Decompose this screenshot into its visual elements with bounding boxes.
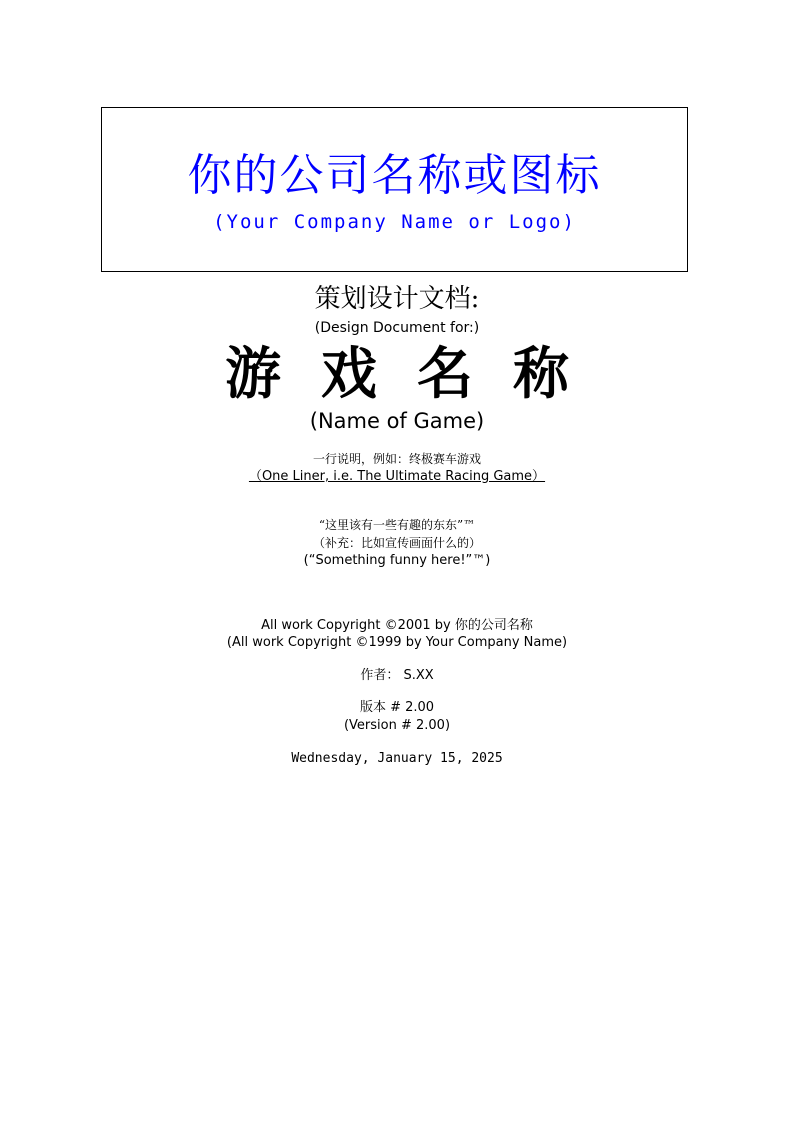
author-line: 作者： S.XX bbox=[360, 668, 434, 683]
game-name-en: (Name of Game) bbox=[309, 409, 485, 433]
game-name-cn: 游戏名称 bbox=[225, 341, 609, 407]
funny-line-cn: “这里该有一些有趣的东东”™ bbox=[318, 518, 476, 532]
document-date: Wednesday, January 15, 2025 bbox=[291, 751, 503, 766]
one-liner-cn: 一行说明，例如：终极赛车游戏 bbox=[312, 452, 481, 466]
design-document-title-cn: 策划设计文档: bbox=[314, 284, 480, 314]
one-liner-en-text: （One Liner, i.e. The Ultimate Racing Game） bbox=[248, 469, 546, 484]
version-line-en: (Version # 2.00) bbox=[343, 718, 451, 733]
copyright-line-cn: All work Copyright ©2001 by 你的公司名称 bbox=[261, 618, 533, 633]
design-document-title-en: (Design Document for:) bbox=[314, 320, 480, 336]
company-name-cn: 你的公司名称或图标 bbox=[187, 150, 602, 201]
funny-line-en: (“Something funny here!”™) bbox=[303, 553, 491, 568]
funny-note-cn: （补充：比如宣传画面什么的） bbox=[312, 536, 481, 550]
one-liner-en bbox=[0, 468, 794, 486]
version-line-cn: 版本 # 2.00 bbox=[359, 700, 435, 715]
company-logo-box bbox=[101, 107, 688, 272]
copyright-line-en: (All work Copyright ©1999 by Your Company Name) bbox=[226, 635, 568, 650]
company-name-en: (Your Company Name or Logo) bbox=[213, 211, 576, 233]
